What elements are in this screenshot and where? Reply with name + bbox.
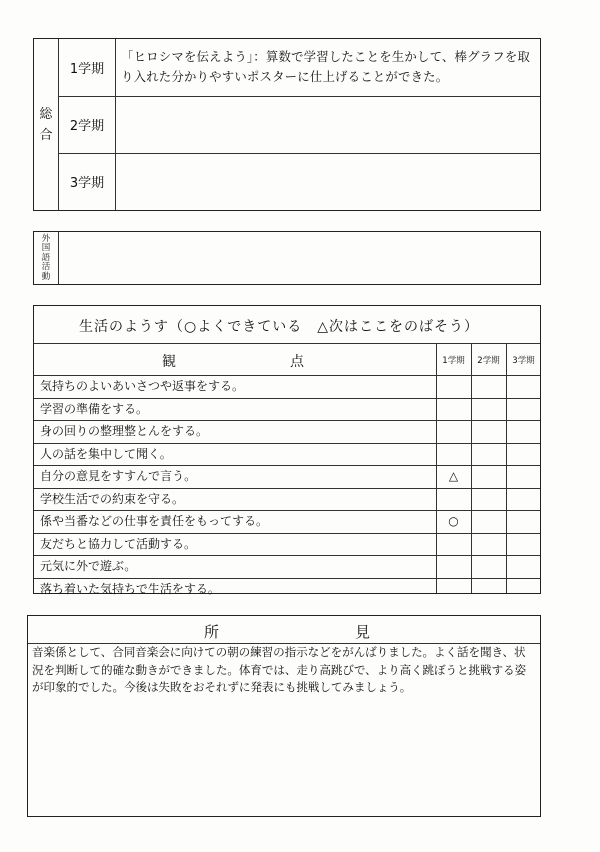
evaluation-mark [506,465,541,488]
evaluation-mark [506,443,541,466]
evaluation-mark [506,375,541,398]
evaluation-mark [471,375,506,398]
evaluation-mark [471,443,506,466]
evaluation-mark [436,443,471,466]
kanten-item: 自分の意見をすすんで言う。 [40,469,197,483]
evaluation-mark [436,555,471,578]
kanten-item: 人の話を集中して聞く。 [40,446,172,461]
term-text-1: 「ヒロシマを伝えよう」：算数で学習したことを生かして、棒グラフを取り入れた分かりやすいポスターに仕上げることができた。 [121,49,531,84]
gaikoku-label-char: 国 [41,243,51,254]
gaikoku-label-char: 語 [41,252,51,263]
kanten-item: 学校生活での約束を守る。 [40,491,185,506]
kanten-item: 落ち着いた気持ちで生活をする。 [40,581,220,596]
term-header-3: 3学期 [512,355,535,366]
term-label-3: 3学期 [69,176,105,191]
evaluation-mark [471,578,506,601]
sogo-divider [115,39,116,210]
kanten-item: 身の回りの整理整とんをする。 [40,424,209,438]
gaikoku-label [34,232,58,284]
evaluation-mark [471,488,506,511]
evaluation-mark [506,510,541,533]
term-label-2: 2学期 [69,119,105,134]
sogo-row-line [58,153,540,154]
gaikoku-label-char: 動 [41,271,51,282]
evaluation-mark [471,510,506,533]
sogo-row-line [58,96,540,97]
kanten-item: 学習の準備をする。 [40,401,149,416]
term-header-2: 2学期 [477,355,500,366]
evaluation-mark [506,555,541,578]
shoken-text: 音楽係として、合同音楽会に向けての朝の練習の指示などをがんばりました。よく話を聞き、状況を判断して的確な動きができました。体育では、走り高跳びで、より高く跳ぼうと挑戦する姿が印象的でした。今後は失敗をおそれずに発表にも挑戦してみましょう。 [32,645,527,694]
term-header-1: 1学期 [442,355,465,366]
sogo-label-char: 総 [39,106,53,122]
seikatsu-section [33,305,541,594]
sogo-label [34,39,58,210]
seikatsu-title: 生活のようす（○よくできている △次はここをのばそう） [79,319,479,335]
sogo-section [33,38,541,211]
evaluation-mark [471,420,506,443]
evaluation-mark [471,398,506,421]
kanten-char: 点 [290,354,304,370]
evaluation-mark [506,398,541,421]
shoken-section [27,615,541,817]
gaikoku-label-char: 外 [41,233,51,244]
kanten-header [34,344,436,375]
kanten-item: 友だちと協力して活動する。 [40,536,197,551]
evaluation-mark: △ [448,469,459,483]
shoken-heading [28,616,540,643]
term-label-1: 1学期 [69,62,105,77]
evaluation-mark [436,488,471,511]
sogo-label-char: 合 [39,127,53,143]
evaluation-mark [436,533,471,556]
kanten-char: 観 [162,354,176,370]
kanten-item: 元気に外で遊ぶ。 [40,559,137,573]
kanten-item: 係や当番などの仕事を責任をもってする。 [40,514,269,528]
evaluation-mark [506,533,541,556]
shoken-heading-char: 所 [204,623,220,641]
evaluation-mark [471,465,506,488]
evaluation-mark [471,555,506,578]
evaluation-mark [436,578,471,601]
evaluation-mark [436,420,471,443]
gaikoku-section [33,231,541,285]
evaluation-mark [506,488,541,511]
gaikoku-label-char: 活 [41,262,51,273]
evaluation-mark: ○ [448,514,459,528]
evaluation-mark [506,578,541,601]
evaluation-mark [506,420,541,443]
shoken-heading-char: 見 [355,623,371,641]
gaikoku-divider [58,232,59,284]
evaluation-mark [436,375,471,398]
evaluation-mark [436,398,471,421]
evaluation-mark [471,533,506,556]
kanten-item: 気持ちのよいあいさつや返事をする。 [40,379,245,393]
